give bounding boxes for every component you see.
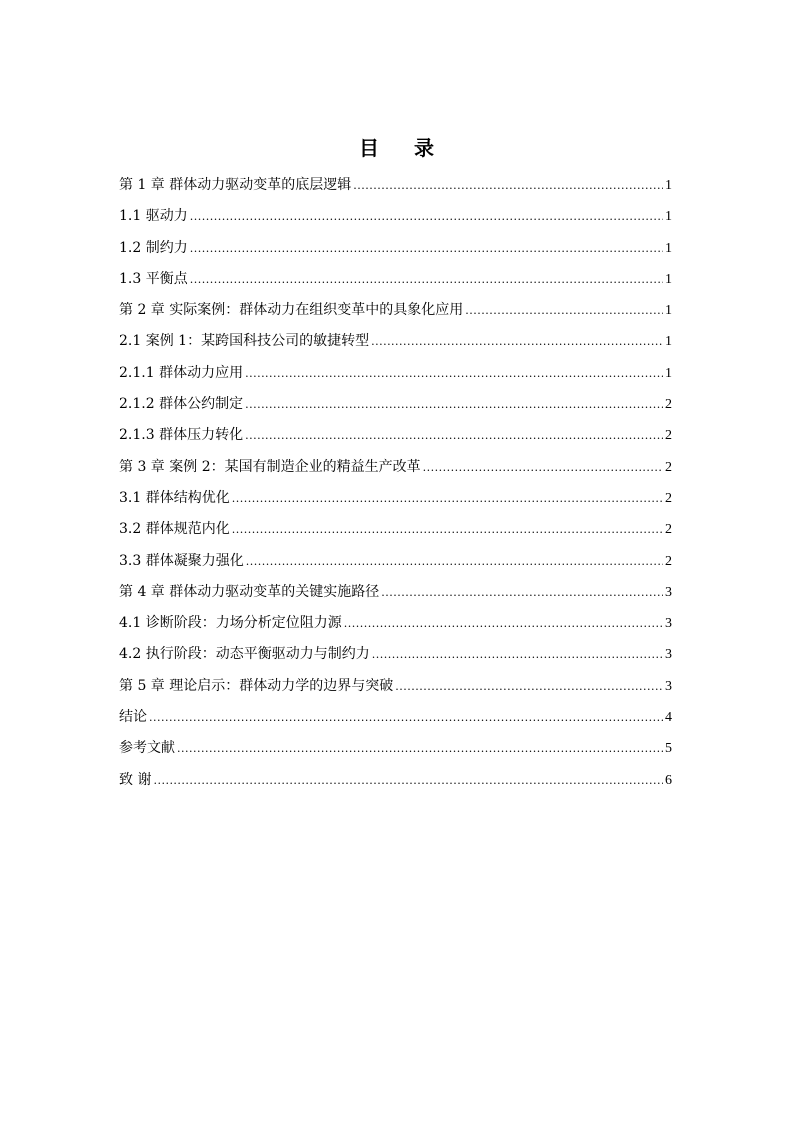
toc-entry[interactable] (119, 705, 672, 736)
toc-entry-page-number: 1 (665, 303, 672, 319)
toc-leader-dots (381, 581, 663, 605)
toc-entry-page-number: 1 (665, 209, 672, 225)
toc-leader-dots (245, 362, 663, 386)
toc-entry-page-number: 3 (665, 616, 672, 632)
toc-entry[interactable] (119, 236, 672, 267)
toc-leader-dots (245, 424, 663, 448)
toc-entry-page-number: 1 (665, 271, 672, 287)
toc-entry[interactable] (119, 517, 672, 548)
toc-leader-dots (371, 330, 663, 354)
toc-entry-page-number: 3 (665, 678, 672, 694)
toc-leader-dots (232, 487, 663, 511)
toc-entry-page-number: 2 (665, 428, 672, 444)
toc-list (119, 173, 672, 799)
toc-entry-label: 2.1 案例 1：某跨国科技公司的敏捷转型 (119, 333, 370, 350)
toc-entry[interactable] (119, 768, 672, 799)
toc-leader-dots (232, 518, 663, 542)
toc-entry[interactable] (119, 173, 672, 204)
toc-entry-page-number: 3 (665, 584, 672, 600)
toc-entry-label: 4.2 执行阶段：动态平衡驱动力与制约力 (119, 646, 370, 663)
toc-leader-dots (190, 205, 663, 229)
toc-entry[interactable] (119, 674, 672, 705)
toc-entry-page-number: 1 (665, 365, 672, 381)
toc-entry-page-number: 2 (665, 553, 672, 569)
toc-entry-label: 2.1.1 群体动力应用 (119, 364, 244, 381)
toc-entry[interactable] (119, 549, 672, 580)
toc-entry[interactable] (119, 611, 672, 642)
toc-entry[interactable] (119, 267, 672, 298)
toc-entry-page-number: 1 (665, 178, 672, 193)
toc-leader-dots (149, 706, 663, 730)
toc-leader-dots (190, 237, 663, 261)
toc-entry[interactable] (119, 486, 672, 517)
toc-entry[interactable] (119, 642, 672, 673)
toc-entry-label: 3.2 群体规范内化 (119, 521, 230, 538)
toc-leader-dots (190, 268, 663, 292)
toc-entry[interactable] (119, 580, 672, 611)
toc-entry[interactable] (119, 736, 672, 767)
toc-entry[interactable] (119, 455, 672, 486)
toc-entry-page-number: 2 (665, 397, 672, 413)
toc-entry-page-number: 3 (665, 647, 672, 663)
toc-entry-label: 2.1.3 群体压力转化 (119, 427, 244, 444)
toc-title: 目 录 (359, 136, 448, 160)
toc-entry-page-number: 6 (665, 772, 672, 788)
toc-leader-dots (465, 299, 663, 323)
toc-entry-label: 结论 (119, 709, 147, 726)
toc-entry-label: 1.1 驱动力 (119, 208, 188, 225)
toc-entry-page-number: 2 (665, 459, 672, 475)
toc-entry-label: 第 2 章 实际案例：群体动力在组织变革中的具象化应用 (119, 302, 464, 319)
toc-entry-label: 2.1.2 群体公约制定 (119, 396, 244, 413)
toc-entry-page-number: 1 (665, 240, 672, 256)
toc-leader-dots (372, 643, 663, 667)
toc-entry-page-number: 1 (665, 334, 672, 350)
toc-entry-label: 3.1 群体结构优化 (119, 489, 230, 506)
toc-entry-page-number: 5 (665, 741, 672, 757)
toc-leader-dots (245, 393, 663, 417)
toc-leader-dots (395, 675, 663, 699)
toc-leader-dots (246, 550, 663, 574)
toc-leader-dots (153, 769, 663, 793)
toc-entry-label: 第 3 章 案例 2：某国有制造企业的精益生产改革 (119, 458, 421, 475)
toc-entry-label: 3.3 群体凝聚力强化 (119, 552, 244, 569)
toc-entry[interactable] (119, 298, 672, 329)
toc-entry-label: 4.1 诊断阶段：力场分析定位阻力源 (119, 615, 342, 632)
toc-entry[interactable] (119, 329, 672, 360)
toc-entry-page-number: 2 (665, 522, 672, 538)
toc-entry-label: 致 谢 (119, 771, 152, 788)
toc-entry-page-number: 2 (665, 490, 672, 506)
toc-entry-label: 1.2 制约力 (119, 239, 188, 256)
toc-entry[interactable] (119, 361, 672, 392)
toc-entry-label: 1.3 平衡点 (119, 270, 188, 287)
toc-entry-label: 第 1 章 群体动力驱动变革的底层逻辑 (119, 177, 352, 193)
toc-entry[interactable] (119, 204, 672, 235)
toc-entry-label: 第 5 章 理论启示：群体动力学的边界与突破 (119, 677, 394, 694)
toc-leader-dots (344, 612, 663, 636)
toc-entry-label: 参考文献 (119, 740, 175, 757)
toc-leader-dots (353, 174, 663, 198)
toc-entry-label: 第 4 章 群体动力驱动变革的关键实施路径 (119, 583, 380, 600)
toc-leader-dots (177, 737, 663, 761)
toc-entry-page-number: 4 (665, 710, 672, 726)
toc-entry[interactable] (119, 392, 672, 423)
toc-entry[interactable] (119, 423, 672, 454)
toc-leader-dots (423, 456, 663, 480)
